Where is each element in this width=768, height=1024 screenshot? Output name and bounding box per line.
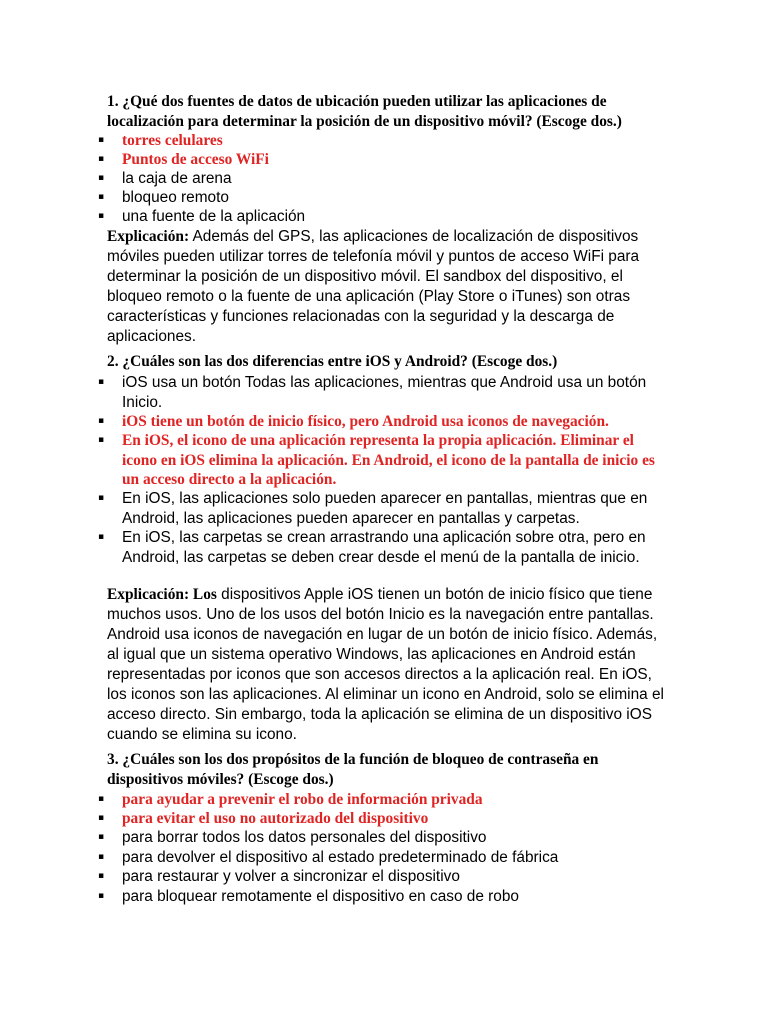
option-text: una fuente de la aplicación	[122, 208, 306, 225]
bullet-icon: ▪	[98, 173, 105, 183]
option-text: para evitar el uso no autorizado del dispositivo	[122, 810, 429, 827]
option-text: para bloquear remotamente el dispositivo en caso de robo	[122, 888, 519, 905]
question-3-title: 3. ¿Cuáles son los dos propósitos de la función de bloqueo de contraseña en dispositivos móviles? (Escoge dos.)	[107, 751, 599, 788]
option-text: bloqueo remoto	[122, 189, 229, 206]
bullet-icon: ▪	[98, 532, 105, 542]
bullet-icon: ▪	[98, 135, 105, 145]
question-2-explanation	[107, 585, 672, 745]
option-text: para devolver el dispositivo al estado predeterminado de fábrica	[122, 849, 559, 866]
option-text: iOS tiene un botón de inicio físico, pero Android usa iconos de navegación.	[122, 413, 609, 430]
option-text: para ayudar a prevenir el robo de información privada	[122, 791, 483, 808]
bullet-icon: ▪	[98, 154, 105, 164]
option-text: para restaurar y volver a sincronizar el dispositivo	[122, 868, 460, 885]
option-text: En iOS, las carpetas se crean arrastrando una aplicación sobre otra, pero en Android, las carpetas se deben crear desde el menú de la pantalla de inicio.	[122, 529, 646, 566]
option-text: para borrar todos los datos personales del dispositivo	[122, 829, 487, 846]
bullet-icon: ▪	[98, 377, 105, 387]
bullet-icon: ▪	[98, 832, 105, 842]
explanation-text: dispositivos Apple iOS tienen un botón de inicio físico que tiene muchos usos. Uno de los usos del botón Inicio es la navegación entre pantallas. Android usa iconos de navegación en lugar de un botón de inicio físico. Además, al igual que un sistema operativo Windows, las aplicaciones en Android están representadas por iconos que son accesos directos a la aplicación real. En iOS, los iconos son las aplicaciones. Al eliminar un icono en Android, solo se elimina el acceso directo. Sin embargo, toda la aplicación se elimina de un dispositivo iOS cuando se elimina su icono.	[107, 586, 664, 743]
option-text: torres celulares	[122, 132, 223, 149]
bullet-icon: ▪	[98, 794, 105, 804]
bullet-icon: ▪	[98, 813, 105, 823]
question-1-explanation	[107, 227, 672, 347]
bullet-icon: ▪	[98, 852, 105, 862]
option-text: Puntos de acceso WiFi	[122, 151, 269, 168]
explanation-label: Explicación:	[107, 228, 190, 245]
bullet-icon: ▪	[98, 493, 105, 503]
explanation-label: Explicación: Los	[107, 586, 217, 603]
question-2-title: 2. ¿Cuáles son las dos diferencias entre iOS y Android? (Escoge dos.)	[107, 353, 558, 370]
explanation-text: Además del GPS, las aplicaciones de localización de dispositivos móviles pueden utilizar torres de telefonía móvil y puntos de acceso WiFi para determinar la posición de un dispositivo móvil. El sandbox del dispositivo, el bloqueo remoto o la fuente de una aplicación (Play Store o iTunes) son otras características y funciones relacionadas con la seguridad y la descarga de aplicaciones.	[107, 228, 640, 345]
bullet-icon: ▪	[98, 435, 105, 445]
option-text: En iOS, las aplicaciones solo pueden aparecer en pantallas, mientras que en Android, las aplicaciones pueden aparecer en pantallas y carpetas.	[122, 490, 648, 527]
bullet-icon: ▪	[98, 211, 105, 221]
bullet-icon: ▪	[98, 891, 105, 901]
option-text: iOS usa un botón Todas las aplicaciones, mientras que Android usa un botón Inicio.	[122, 374, 647, 411]
option-text: En iOS, el icono de una aplicación representa la propia aplicación. Eliminar el icono en iOS elimina la aplicación. En Android, el icono de la pantalla de inicio es un acceso directo a la aplicación.	[122, 432, 655, 488]
bullet-icon: ▪	[98, 416, 105, 426]
option-text: la caja de arena	[122, 170, 232, 187]
bullet-icon: ▪	[98, 192, 105, 202]
question-1-title: 1. ¿Qué dos fuentes de datos de ubicación pueden utilizar las aplicaciones de localización para determinar la posición de un dispositivo móvil? (Escoge dos.)	[107, 93, 622, 130]
bullet-icon: ▪	[98, 871, 105, 881]
